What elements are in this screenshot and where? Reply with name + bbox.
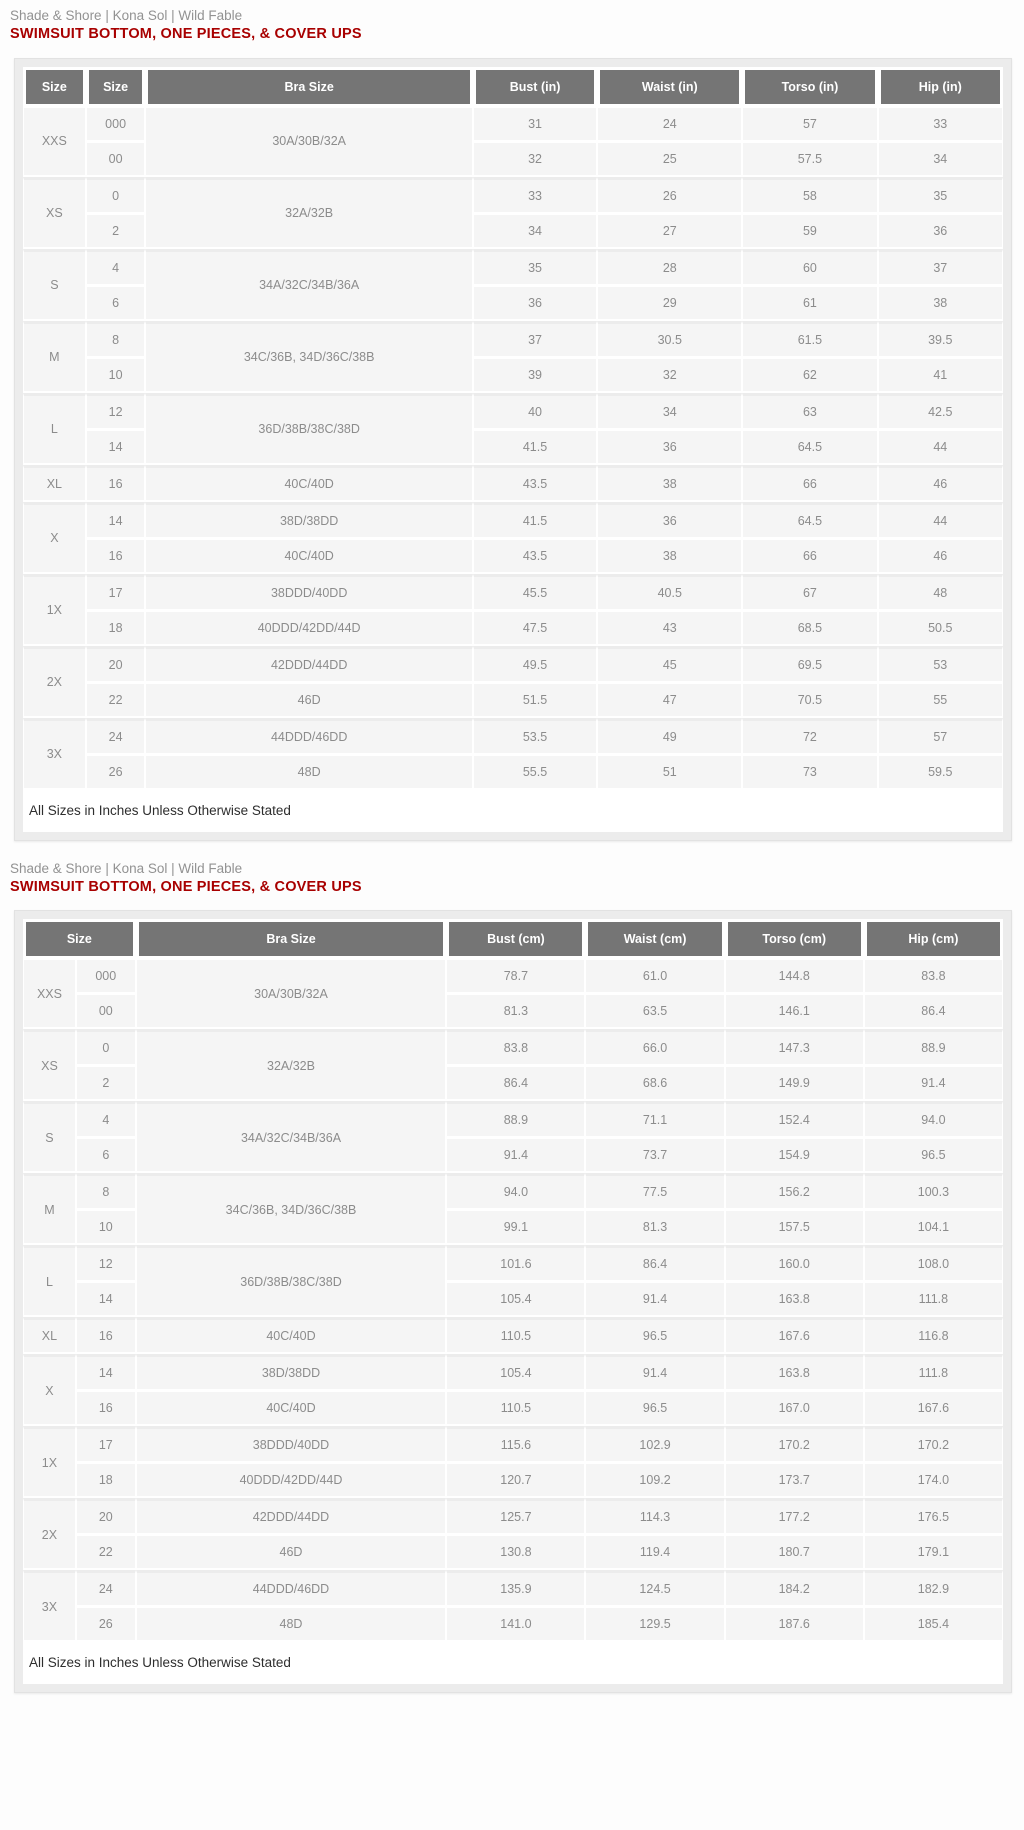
cell-hip: 182.9 (864, 1570, 1003, 1607)
table-row (23, 1029, 1003, 1066)
cell-bust: 36 (473, 286, 597, 321)
cell-size-group: 1X (23, 574, 86, 646)
cell-waist: 68.6 (585, 1066, 724, 1101)
cell-bust: 94.0 (446, 1173, 585, 1210)
cell-hip: 42.5 (878, 393, 1003, 430)
table-row (23, 611, 1003, 646)
cell-size: 2 (76, 1066, 136, 1101)
table-row (23, 1498, 1003, 1535)
cell-size: 14 (76, 1282, 136, 1317)
cell-size-group: 3X (23, 1570, 76, 1642)
table-row (23, 1426, 1003, 1463)
cell-bust: 32 (473, 142, 597, 177)
cell-waist: 28 (597, 249, 742, 286)
cell-hip: 83.8 (864, 959, 1003, 994)
cell-bust: 125.7 (446, 1498, 585, 1535)
cell-bust: 110.5 (446, 1391, 585, 1426)
cell-bra-size: 40C/40D (145, 539, 472, 574)
table-row (23, 539, 1003, 574)
table-panel-cm (14, 910, 1012, 1693)
cell-waist: 63.5 (585, 994, 724, 1029)
cell-waist: 49 (597, 718, 742, 755)
table-row (23, 646, 1003, 683)
table-row (23, 1463, 1003, 1498)
size-chart-table-inches (23, 67, 1003, 790)
cell-size: 22 (86, 683, 146, 718)
cell-hip: 185.4 (864, 1607, 1003, 1642)
cell-bra-size: 40DDD/42DD/44D (145, 611, 472, 646)
table-row (23, 1317, 1003, 1354)
cell-bra-size: 38D/38DD (136, 1354, 447, 1391)
cell-bust: 141.0 (446, 1607, 585, 1642)
cell-torso: 156.2 (725, 1173, 864, 1210)
cell-torso: 61.5 (742, 321, 877, 358)
size-chart-table-cm (23, 919, 1003, 1642)
cell-hip: 174.0 (864, 1463, 1003, 1498)
cell-waist: 24 (597, 107, 742, 142)
cell-bra-size: 32A/32B (145, 177, 472, 249)
cell-torso: 147.3 (725, 1029, 864, 1066)
cell-torso: 57 (742, 107, 877, 142)
chart-title: SWIMSUIT BOTTOM, ONE PIECES, & COVER UPS (10, 25, 362, 42)
cell-size-group: XXS (23, 107, 86, 177)
cell-size: 10 (76, 1210, 136, 1245)
cell-hip: 55 (878, 683, 1003, 718)
column-header-bra-size: Bra Size (136, 919, 447, 959)
table-row (23, 1245, 1003, 1282)
cell-waist: 81.3 (585, 1210, 724, 1245)
brand-list: Shade & Shore | Kona Sol | Wild Fable (10, 860, 243, 876)
cell-size-group: XL (23, 1317, 76, 1354)
cell-waist: 47 (597, 683, 742, 718)
cell-torso: 70.5 (742, 683, 877, 718)
cell-size: 26 (86, 755, 146, 790)
cell-waist: 34 (597, 393, 742, 430)
cell-waist: 38 (597, 465, 742, 502)
table-row (23, 502, 1003, 539)
cell-torso: 64.5 (742, 502, 877, 539)
cell-size: 10 (86, 358, 146, 393)
cell-size: 14 (86, 502, 146, 539)
cell-torso: 73 (742, 755, 877, 790)
cell-torso: 62 (742, 358, 877, 393)
table-row (23, 574, 1003, 611)
column-header-bust-in: Bust (in) (473, 67, 597, 107)
cell-bra-size: 42DDD/44DD (145, 646, 472, 683)
cell-bra-size: 38DDD/40DD (136, 1426, 447, 1463)
table-row (23, 177, 1003, 214)
cell-hip: 96.5 (864, 1138, 1003, 1173)
cell-torso: 177.2 (725, 1498, 864, 1535)
cell-hip: 94.0 (864, 1101, 1003, 1138)
cell-waist: 91.4 (585, 1282, 724, 1317)
cell-hip: 35 (878, 177, 1003, 214)
cell-waist: 27 (597, 214, 742, 249)
cell-torso: 69.5 (742, 646, 877, 683)
cell-torso: 61 (742, 286, 877, 321)
cell-waist: 129.5 (585, 1607, 724, 1642)
cell-hip: 176.5 (864, 1498, 1003, 1535)
cell-torso: 173.7 (725, 1463, 864, 1498)
cell-size-group: XXS (23, 959, 76, 1029)
cell-bra-size: 44DDD/46DD (145, 718, 472, 755)
cell-size: 6 (76, 1138, 136, 1173)
cell-hip: 44 (878, 430, 1003, 465)
cell-size: 000 (86, 107, 146, 142)
table-row (23, 1607, 1003, 1642)
cell-bust: 83.8 (446, 1029, 585, 1066)
cell-bust: 47.5 (473, 611, 597, 646)
cell-waist: 45 (597, 646, 742, 683)
cell-size-group: 2X (23, 646, 86, 718)
table-row (23, 755, 1003, 790)
column-header-size: Size (23, 919, 136, 959)
table-row (23, 1570, 1003, 1607)
cell-torso: 67 (742, 574, 877, 611)
cell-waist: 114.3 (585, 1498, 724, 1535)
cell-waist: 26 (597, 177, 742, 214)
table-row (23, 683, 1003, 718)
cell-size-group: X (23, 502, 86, 574)
cell-size: 2 (86, 214, 146, 249)
cell-size: 14 (86, 430, 146, 465)
cell-bust: 41.5 (473, 430, 597, 465)
cell-torso: 160.0 (725, 1245, 864, 1282)
cell-torso: 68.5 (742, 611, 877, 646)
cell-bra-size: 38DDD/40DD (145, 574, 472, 611)
size-chart-section-inches (10, 8, 1014, 841)
table-row (23, 1173, 1003, 1210)
cell-hip: 48 (878, 574, 1003, 611)
cell-bust: 135.9 (446, 1570, 585, 1607)
cell-torso: 57.5 (742, 142, 877, 177)
cell-bra-size: 38D/38DD (145, 502, 472, 539)
cell-torso: 58 (742, 177, 877, 214)
cell-waist: 102.9 (585, 1426, 724, 1463)
header-row (23, 919, 1003, 959)
cell-torso: 154.9 (725, 1138, 864, 1173)
cell-size-group: XS (23, 1029, 76, 1101)
cell-hip: 111.8 (864, 1354, 1003, 1391)
cell-torso: 66 (742, 539, 877, 574)
cell-hip: 39.5 (878, 321, 1003, 358)
cell-bust: 130.8 (446, 1535, 585, 1570)
cell-bra-size: 40C/40D (145, 465, 472, 502)
cell-size-group: M (23, 321, 86, 393)
cell-size: 16 (86, 465, 146, 502)
cell-bust: 55.5 (473, 755, 597, 790)
cell-hip: 33 (878, 107, 1003, 142)
column-header-torso-in: Torso (in) (742, 67, 877, 107)
cell-bust: 91.4 (446, 1138, 585, 1173)
cell-hip: 34 (878, 142, 1003, 177)
cell-bust: 110.5 (446, 1317, 585, 1354)
cell-bust: 33 (473, 177, 597, 214)
cell-bra-size: 30A/30B/32A (136, 959, 447, 1029)
cell-size-group: X (23, 1354, 76, 1426)
cell-size: 0 (76, 1029, 136, 1066)
cell-size-group: L (23, 393, 86, 465)
cell-bra-size: 34A/32C/34B/36A (145, 249, 472, 321)
table-panel-inches (14, 58, 1012, 841)
cell-waist: 77.5 (585, 1173, 724, 1210)
table-row (23, 465, 1003, 502)
cell-size: 4 (76, 1101, 136, 1138)
cell-waist: 96.5 (585, 1317, 724, 1354)
cell-bust: 120.7 (446, 1463, 585, 1498)
cell-bust: 41.5 (473, 502, 597, 539)
cell-hip: 86.4 (864, 994, 1003, 1029)
cell-waist: 96.5 (585, 1391, 724, 1426)
cell-bra-size: 36D/38B/38C/38D (136, 1245, 447, 1317)
cell-torso: 72 (742, 718, 877, 755)
cell-size: 4 (86, 249, 146, 286)
cell-hip: 91.4 (864, 1066, 1003, 1101)
cell-bra-size: 34A/32C/34B/36A (136, 1101, 447, 1173)
table-row (23, 393, 1003, 430)
cell-hip: 59.5 (878, 755, 1003, 790)
column-header-hip-in: Hip (in) (878, 67, 1003, 107)
cell-torso: 146.1 (725, 994, 864, 1029)
cell-bust: 53.5 (473, 718, 597, 755)
cell-bra-size: 48D (145, 755, 472, 790)
cell-hip: 116.8 (864, 1317, 1003, 1354)
cell-hip: 38 (878, 286, 1003, 321)
cell-hip: 104.1 (864, 1210, 1003, 1245)
column-header-waist-in: Waist (in) (597, 67, 742, 107)
cell-bust: 99.1 (446, 1210, 585, 1245)
cell-bra-size: 34C/36B, 34D/36C/38B (145, 321, 472, 393)
cell-size: 14 (76, 1354, 136, 1391)
cell-torso: 152.4 (725, 1101, 864, 1138)
cell-torso: 184.2 (725, 1570, 864, 1607)
table-row (23, 1391, 1003, 1426)
table-row (23, 321, 1003, 358)
cell-size-group: XL (23, 465, 86, 502)
cell-waist: 119.4 (585, 1535, 724, 1570)
cell-hip: 37 (878, 249, 1003, 286)
cell-size-group: 2X (23, 1498, 76, 1570)
cell-size-group: S (23, 1101, 76, 1173)
table-row (23, 1535, 1003, 1570)
cell-torso: 180.7 (725, 1535, 864, 1570)
cell-waist: 86.4 (585, 1245, 724, 1282)
cell-size: 26 (76, 1607, 136, 1642)
cell-bra-size: 48D (136, 1607, 447, 1642)
cell-bust: 81.3 (446, 994, 585, 1029)
cell-size: 12 (86, 393, 146, 430)
cell-size-group: XS (23, 177, 86, 249)
cell-size: 20 (86, 646, 146, 683)
cell-bust: 39 (473, 358, 597, 393)
cell-hip: 88.9 (864, 1029, 1003, 1066)
cell-bust: 105.4 (446, 1282, 585, 1317)
cell-waist: 73.7 (585, 1138, 724, 1173)
column-header-bra-size: Bra Size (145, 67, 472, 107)
cell-hip: 44 (878, 502, 1003, 539)
table-row (23, 959, 1003, 994)
cell-bust: 105.4 (446, 1354, 585, 1391)
cell-bust: 86.4 (446, 1066, 585, 1101)
column-header-bust-cm: Bust (cm) (446, 919, 585, 959)
cell-size: 18 (76, 1463, 136, 1498)
cell-hip: 36 (878, 214, 1003, 249)
cell-bust: 115.6 (446, 1426, 585, 1463)
cell-size: 00 (76, 994, 136, 1029)
brand-list: Shade & Shore | Kona Sol | Wild Fable (10, 8, 243, 23)
cell-hip: 108.0 (864, 1245, 1003, 1282)
cell-torso: 60 (742, 249, 877, 286)
cell-size-group: 3X (23, 718, 86, 790)
table-row (23, 107, 1003, 142)
cell-bust: 43.5 (473, 465, 597, 502)
cell-hip: 111.8 (864, 1282, 1003, 1317)
cell-waist: 51 (597, 755, 742, 790)
cell-bra-size: 42DDD/44DD (136, 1498, 447, 1535)
cell-waist: 66.0 (585, 1029, 724, 1066)
cell-size: 0 (86, 177, 146, 214)
cell-bust: 40 (473, 393, 597, 430)
cell-bra-size: 32A/32B (136, 1029, 447, 1101)
cell-hip: 57 (878, 718, 1003, 755)
cell-bra-size: 34C/36B, 34D/36C/38B (136, 1173, 447, 1245)
cell-torso: 163.8 (725, 1282, 864, 1317)
column-header-size: Size (86, 67, 146, 107)
cell-hip: 50.5 (878, 611, 1003, 646)
cell-waist: 109.2 (585, 1463, 724, 1498)
table-row (23, 1101, 1003, 1138)
table-row (23, 718, 1003, 755)
cell-waist: 30.5 (597, 321, 742, 358)
cell-torso: 163.8 (725, 1354, 864, 1391)
cell-bra-size: 30A/30B/32A (145, 107, 472, 177)
cell-bra-size: 44DDD/46DD (136, 1570, 447, 1607)
chart-title: SWIMSUIT BOTTOM, ONE PIECES, & COVER UPS (10, 878, 362, 895)
cell-size: 8 (86, 321, 146, 358)
cell-waist: 124.5 (585, 1570, 724, 1607)
cell-bra-size: 40DDD/42DD/44D (136, 1463, 447, 1498)
cell-hip: 167.6 (864, 1391, 1003, 1426)
cell-size: 6 (86, 286, 146, 321)
cell-torso: 167.6 (725, 1317, 864, 1354)
cell-bust: 43.5 (473, 539, 597, 574)
cell-waist: 71.1 (585, 1101, 724, 1138)
cell-waist: 38 (597, 539, 742, 574)
cell-size: 12 (76, 1245, 136, 1282)
cell-bust: 34 (473, 214, 597, 249)
cell-bust: 88.9 (446, 1101, 585, 1138)
cell-size: 8 (76, 1173, 136, 1210)
cell-torso: 170.2 (725, 1426, 864, 1463)
cell-size: 18 (86, 611, 146, 646)
size-chart-section-cm (10, 861, 1014, 1694)
cell-size-group: S (23, 249, 86, 321)
cell-torso: 59 (742, 214, 877, 249)
cell-bra-size: 36D/38B/38C/38D (145, 393, 472, 465)
cell-waist: 40.5 (597, 574, 742, 611)
cell-hip: 53 (878, 646, 1003, 683)
cell-waist: 25 (597, 142, 742, 177)
cell-hip: 179.1 (864, 1535, 1003, 1570)
cell-bust: 45.5 (473, 574, 597, 611)
cell-waist: 29 (597, 286, 742, 321)
cell-hip: 46 (878, 465, 1003, 502)
cell-size: 20 (76, 1498, 136, 1535)
cell-bust: 78.7 (446, 959, 585, 994)
cell-size: 17 (86, 574, 146, 611)
cell-size: 16 (86, 539, 146, 574)
column-header-torso-cm: Torso (cm) (725, 919, 864, 959)
cell-hip: 41 (878, 358, 1003, 393)
cell-torso: 157.5 (725, 1210, 864, 1245)
cell-torso: 66 (742, 465, 877, 502)
cell-torso: 64.5 (742, 430, 877, 465)
cell-torso: 167.0 (725, 1391, 864, 1426)
cell-waist: 36 (597, 502, 742, 539)
cell-bust: 31 (473, 107, 597, 142)
cell-bust: 37 (473, 321, 597, 358)
cell-waist: 91.4 (585, 1354, 724, 1391)
column-header-hip-cm: Hip (cm) (864, 919, 1003, 959)
cell-size: 000 (76, 959, 136, 994)
cell-bust: 35 (473, 249, 597, 286)
cell-torso: 149.9 (725, 1066, 864, 1101)
cell-size: 24 (86, 718, 146, 755)
cell-bust: 51.5 (473, 683, 597, 718)
column-header-waist-cm: Waist (cm) (585, 919, 724, 959)
footnote: All Sizes in Inches Unless Otherwise Stated (23, 790, 1003, 832)
cell-bust: 101.6 (446, 1245, 585, 1282)
column-header-size: Size (23, 67, 86, 107)
cell-bra-size: 40C/40D (136, 1391, 447, 1426)
cell-torso: 144.8 (725, 959, 864, 994)
header-row (23, 67, 1003, 107)
footnote: All Sizes in Inches Unless Otherwise Stated (23, 1642, 1003, 1684)
cell-bra-size: 40C/40D (136, 1317, 447, 1354)
cell-size: 24 (76, 1570, 136, 1607)
table-row (23, 249, 1003, 286)
cell-waist: 32 (597, 358, 742, 393)
cell-waist: 43 (597, 611, 742, 646)
cell-torso: 63 (742, 393, 877, 430)
cell-size-group: 1X (23, 1426, 76, 1498)
cell-bust: 49.5 (473, 646, 597, 683)
cell-waist: 36 (597, 430, 742, 465)
cell-size: 00 (86, 142, 146, 177)
cell-size-group: M (23, 1173, 76, 1245)
cell-hip: 46 (878, 539, 1003, 574)
cell-size: 17 (76, 1426, 136, 1463)
cell-waist: 61.0 (585, 959, 724, 994)
cell-bra-size: 46D (136, 1535, 447, 1570)
cell-size: 22 (76, 1535, 136, 1570)
table-row (23, 1354, 1003, 1391)
cell-bra-size: 46D (145, 683, 472, 718)
cell-size: 16 (76, 1317, 136, 1354)
cell-hip: 170.2 (864, 1426, 1003, 1463)
cell-torso: 187.6 (725, 1607, 864, 1642)
cell-size-group: L (23, 1245, 76, 1317)
cell-size: 16 (76, 1391, 136, 1426)
cell-hip: 100.3 (864, 1173, 1003, 1210)
